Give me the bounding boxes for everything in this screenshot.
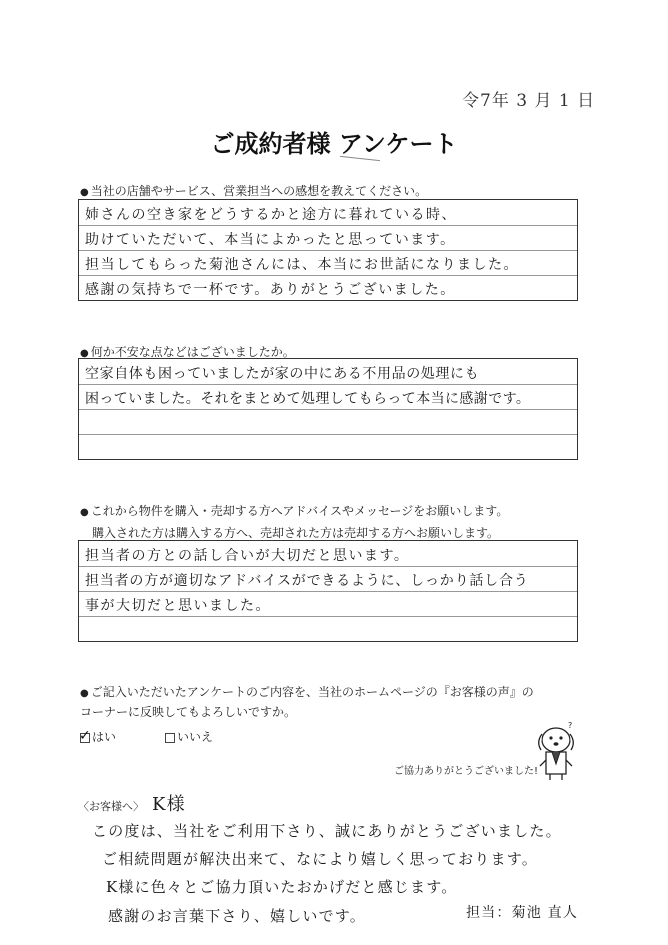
answer-box-3[interactable]: [78, 540, 578, 642]
option-yes-label: はい: [92, 730, 117, 744]
answer-1-line: 姉さんの空き家をどうするかと途方に暮れている時、: [85, 207, 457, 223]
answer-3-line: 事が大切だと思いました。: [85, 598, 271, 614]
answer-2-line: 空家自体も困っていましたが家の中にある不用品の処理にも: [85, 366, 480, 382]
mascot-dog-icon: [532, 720, 580, 782]
answer-1-line: 助けていただいて、本当によかったと思っています。: [85, 232, 456, 248]
bullet-icon: ●: [80, 348, 89, 359]
page-title: ご成約者様 アンケート: [210, 130, 458, 158]
option-no-label: いいえ: [177, 730, 214, 744]
answer-box-2[interactable]: [78, 358, 578, 460]
option-yes[interactable]: [80, 728, 116, 745]
question-4-label: ご記入いただいたアンケートのご内容を、当社のホームページの『お客様の声』の: [90, 685, 534, 699]
answer-1-line: 感謝の気持ちで一杯です。ありがとうございました。: [85, 282, 456, 298]
reply-line: 感謝のお言葉下さり、嬉しいです。: [108, 907, 367, 925]
question-3: [80, 502, 508, 519]
answer-1-line: 担当してもらった菊池さんには、本当にお世話になりました。: [85, 257, 519, 273]
question-3-label: これから物件を購入・売却する方へアドバイスやメッセージをお願いします。: [90, 504, 509, 518]
bullet-icon: ●: [80, 507, 89, 518]
reply-prefix: 〈お客様へ〉: [78, 800, 144, 813]
thanks-message: ご協力ありがとうございました!: [394, 766, 539, 777]
bullet-icon: ●: [80, 187, 89, 198]
check-icon: ✓: [79, 727, 91, 744]
checkbox-no[interactable]: [165, 733, 175, 743]
reply-line: この度は、当社をご利用下さり、誠にありがとうございました。: [92, 822, 562, 840]
bullet-icon: ●: [80, 688, 89, 699]
answer-2-line: 困っていました。それをまとめて処理してもらって本当に感謝です。: [85, 391, 531, 407]
answer-3-line: 担当者の方との話し合いが大切だと思います。: [85, 548, 410, 564]
answer-box-1[interactable]: [78, 199, 578, 301]
reply-signature: 担当：菊池 直人: [466, 905, 579, 921]
question-1: [80, 182, 427, 199]
option-no[interactable]: [165, 728, 213, 745]
answer-3-line: 担当者の方が適切なアドバイスができるように、しっかり話し合う: [85, 573, 529, 589]
checkbox-yes[interactable]: [79, 727, 91, 744]
question-3-sublabel: 購入された方は購入する方へ、売却された方は売却する方へお願いします。: [92, 526, 500, 540]
question-4-label-line2: コーナーに反映してもよろしいですか。: [80, 705, 297, 719]
question-1-label: 当社の店舗やサービス、営業担当への感想を教えてください。: [90, 184, 428, 198]
reply-line: K様に色々とご協力頂いたおかげだと感じます。: [106, 878, 458, 896]
reply-line: ご相続問題が解決出来て、なにより嬉しく思っております。: [102, 850, 538, 868]
question-4: [80, 683, 534, 700]
survey-date: 令7年 3 月 1 日: [462, 91, 596, 111]
question-2-label: 何か不安な点などはございましたか。: [90, 345, 295, 359]
reply-customer-name: K様: [152, 794, 186, 815]
svg-text:?: ?: [568, 721, 573, 730]
